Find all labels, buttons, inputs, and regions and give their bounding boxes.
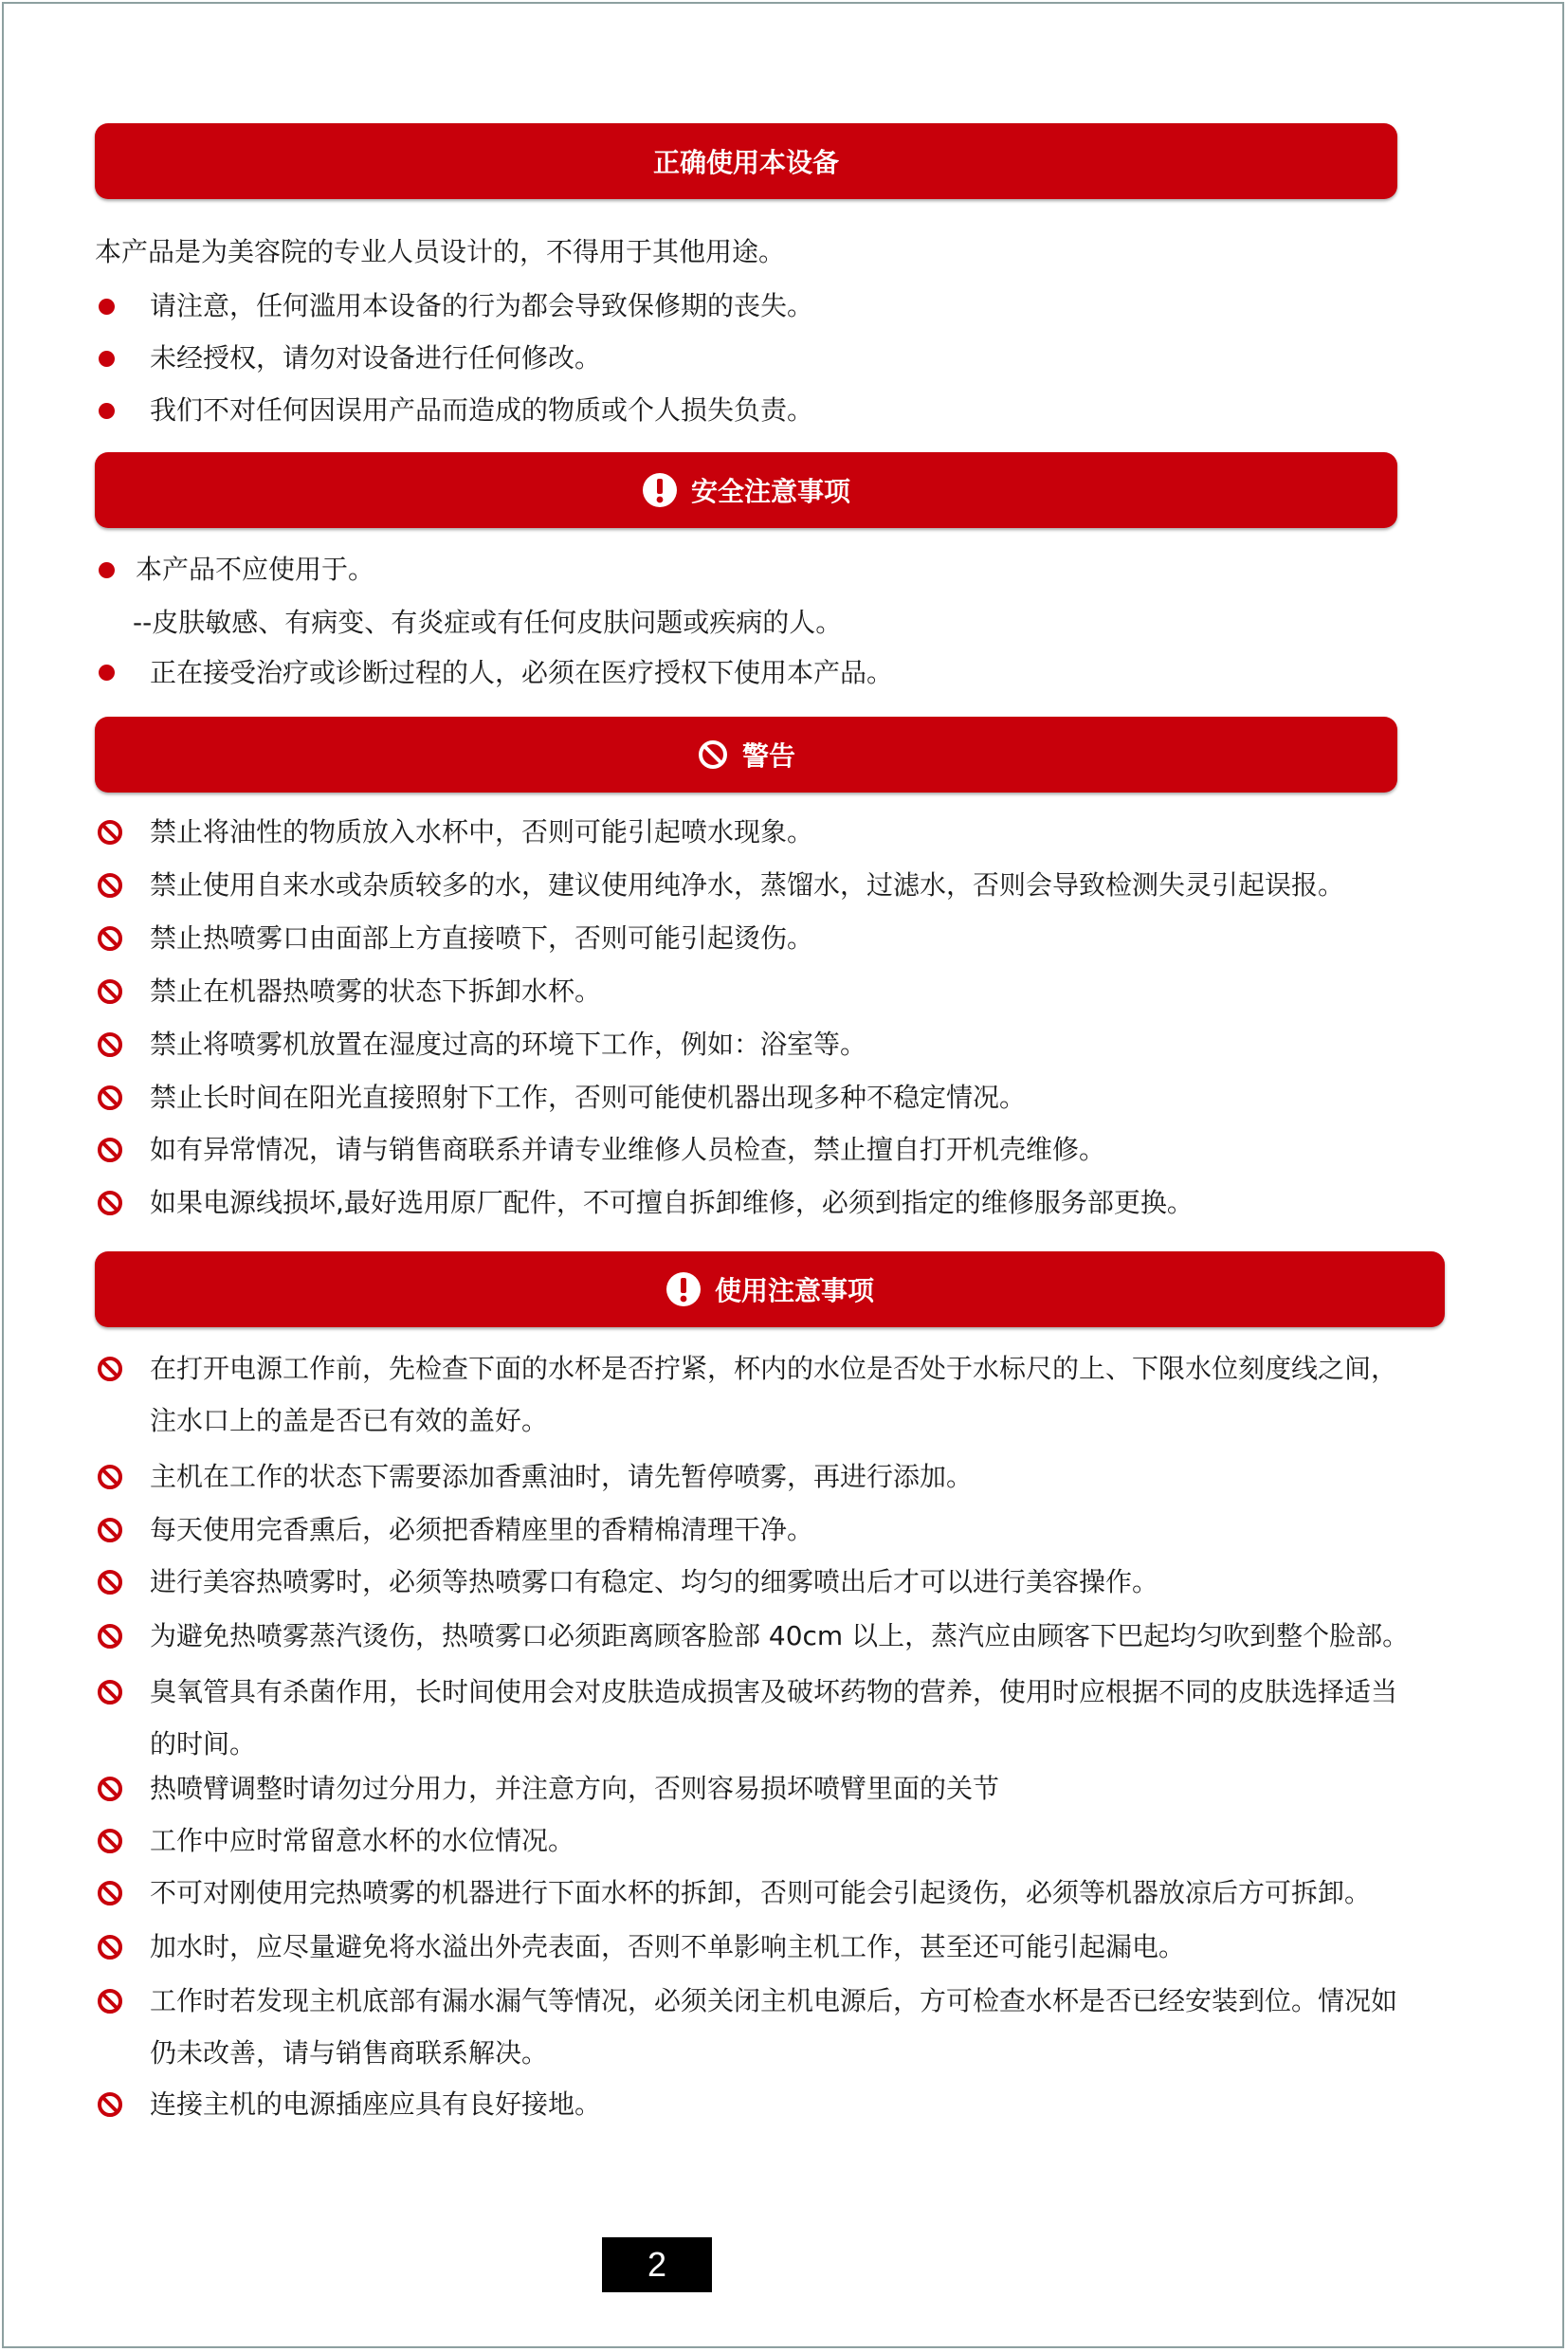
usage-item: 连接主机的电源插座应具有良好接地。 xyxy=(150,2088,602,2120)
usage-item: 每天使用完香熏后，必须把香精座里的香精棉清理干净。 xyxy=(150,1514,814,1545)
bullet-item: 正在接受治疗或诊断过程的人，必须在医疗授权下使用本产品。 xyxy=(150,657,894,688)
prohibited-icon xyxy=(96,1933,124,1961)
usage-item-continued: 仍未改善，请与销售商联系解决。 xyxy=(150,2037,549,2069)
prohibited-icon xyxy=(96,977,124,1006)
prohibited-icon xyxy=(96,1136,124,1164)
usage-item-continued: 的时间。 xyxy=(150,1728,257,1759)
usage-item-continued: 注水口上的盖是否已有效的盖好。 xyxy=(150,1405,549,1436)
usage-item: 为避免热喷雾蒸汽烫伤，热喷雾口必须距离顾客脸部 40cm 以上，蒸汽应由顾客下巴起均匀吹到整个脸部。 xyxy=(150,1620,1410,1651)
bullet-dot-icon xyxy=(99,665,115,681)
warning-item: 禁止使用自来水或杂质较多的水，建议使用纯净水，蒸馏水，过滤水，否则会导致检测失灵引起误报。 xyxy=(150,869,1345,901)
section-usage-header xyxy=(95,1251,1445,1327)
prohibited-icon xyxy=(96,1775,124,1803)
warning-item: 如有异常情况，请与销售商联系并请专业维修人员检查，禁止擅自打开机壳维修。 xyxy=(150,1134,1106,1165)
warning-item: 禁止长时间在阳光直接照射下工作，否则可能使机器出现多种不稳定情况。 xyxy=(150,1082,1027,1113)
bullet-item: 我们不对任何因误用产品而造成的物质或个人损失负责。 xyxy=(150,394,814,426)
prohibited-icon xyxy=(96,1987,124,2015)
prohibited-icon xyxy=(96,1463,124,1491)
usage-item: 热喷臂调整时请勿过分用力，并注意方向，否则容易损坏喷臂里面的关节 xyxy=(150,1773,1000,1804)
prohibited-icon xyxy=(96,1084,124,1112)
warning-item: 禁止将喷雾机放置在湿度过高的环境下工作，例如：浴室等。 xyxy=(150,1029,867,1060)
usage-item: 工作中应时常留意水杯的水位情况。 xyxy=(150,1825,575,1856)
prohibited-icon xyxy=(96,1355,124,1383)
section-safety-header xyxy=(95,452,1397,528)
warning-item: 禁止热喷雾口由面部上方直接喷下，否则可能引起烫伤。 xyxy=(150,922,814,954)
prohibited-icon xyxy=(96,1678,124,1706)
prohibited-icon xyxy=(96,2090,124,2119)
bullet-dot-icon xyxy=(99,403,115,419)
warning-item: 禁止将油性的物质放入水杯中，否则可能引起喷水现象。 xyxy=(150,816,814,848)
prohibited-icon xyxy=(96,1622,124,1650)
prohibited-icon xyxy=(96,1189,124,1217)
bullet-item: 请注意，任何滥用本设备的行为都会导致保修期的丧失。 xyxy=(150,290,814,321)
prohibited-icon xyxy=(96,1827,124,1855)
section-safety-header-title: 安全注意事项 xyxy=(690,476,850,507)
section-warning-header xyxy=(95,717,1397,793)
warning-item: 如果电源线损坏,最好选用原厂配件，不可擅自拆卸维修，必须到指定的维修服务部更换。 xyxy=(150,1187,1194,1218)
usage-item: 不可对刚使用完热喷雾的机器进行下面水杯的拆卸，否则可能会引起烫伤，必须等机器放凉后方可拆卸。 xyxy=(150,1877,1372,1908)
usage-item: 在打开电源工作前，先检查下面的水杯是否拧紧，杯内的水位是否处于水标尺的上、下限水位刻度线之间， xyxy=(150,1353,1398,1384)
usage-item: 加水时，应尽量避免将水溢出外壳表面，否则不单影响主机工作，甚至还可能引起漏电。 xyxy=(150,1931,1186,1962)
sub-item: --皮肤敏感、有病变、有炎症或有任何皮肤问题或疾病的人。 xyxy=(133,607,843,638)
prohibited-icon xyxy=(96,818,124,847)
prohibited-icon xyxy=(96,924,124,953)
section-warning-header-title: 警告 xyxy=(741,740,795,772)
exclamation-icon xyxy=(642,472,678,508)
usage-item: 进行美容热喷雾时，必须等热喷雾口有稳定、均匀的细雾喷出后才可以进行美容操作。 xyxy=(150,1566,1159,1597)
page-number: 2 xyxy=(602,2237,712,2292)
intro-text: 本产品是为美容院的专业人员设计的，不得用于其他用途。 xyxy=(95,236,786,267)
prohibited-icon xyxy=(96,871,124,900)
bullet-dot-icon xyxy=(99,299,115,315)
bullet-item: 本产品不应使用于。 xyxy=(136,554,375,585)
bullet-dot-icon xyxy=(99,351,115,367)
prohibited-icon xyxy=(96,1030,124,1059)
section-usage-header-title: 使用注意事项 xyxy=(714,1275,874,1306)
exclamation-icon xyxy=(665,1271,702,1307)
prohibited-icon xyxy=(96,1879,124,1907)
usage-item: 臭氧管具有杀菌作用，长时间使用会对皮肤造成损害及破坏药物的营养，使用时应根据不同的皮肤选择适当 xyxy=(150,1676,1398,1707)
bullet-item: 未经授权，请勿对设备进行任何修改。 xyxy=(150,342,602,374)
section-correct-use-header xyxy=(95,123,1397,199)
usage-item: 主机在工作的状态下需要添加香熏油时，请先暂停喷雾，再进行添加。 xyxy=(150,1461,974,1492)
prohibited-icon xyxy=(96,1516,124,1544)
prohibited-icon xyxy=(697,738,729,771)
warning-item: 禁止在机器热喷雾的状态下拆卸水杯。 xyxy=(150,975,602,1007)
prohibited-icon xyxy=(96,1568,124,1596)
bullet-dot-icon xyxy=(99,562,115,578)
usage-item: 工作时若发现主机底部有漏水漏气等情况，必须关闭主机电源后，方可检查水杯是否已经安装到位。情况如 xyxy=(150,1985,1398,2016)
section-correct-use-header-title: 正确使用本设备 xyxy=(652,147,839,178)
